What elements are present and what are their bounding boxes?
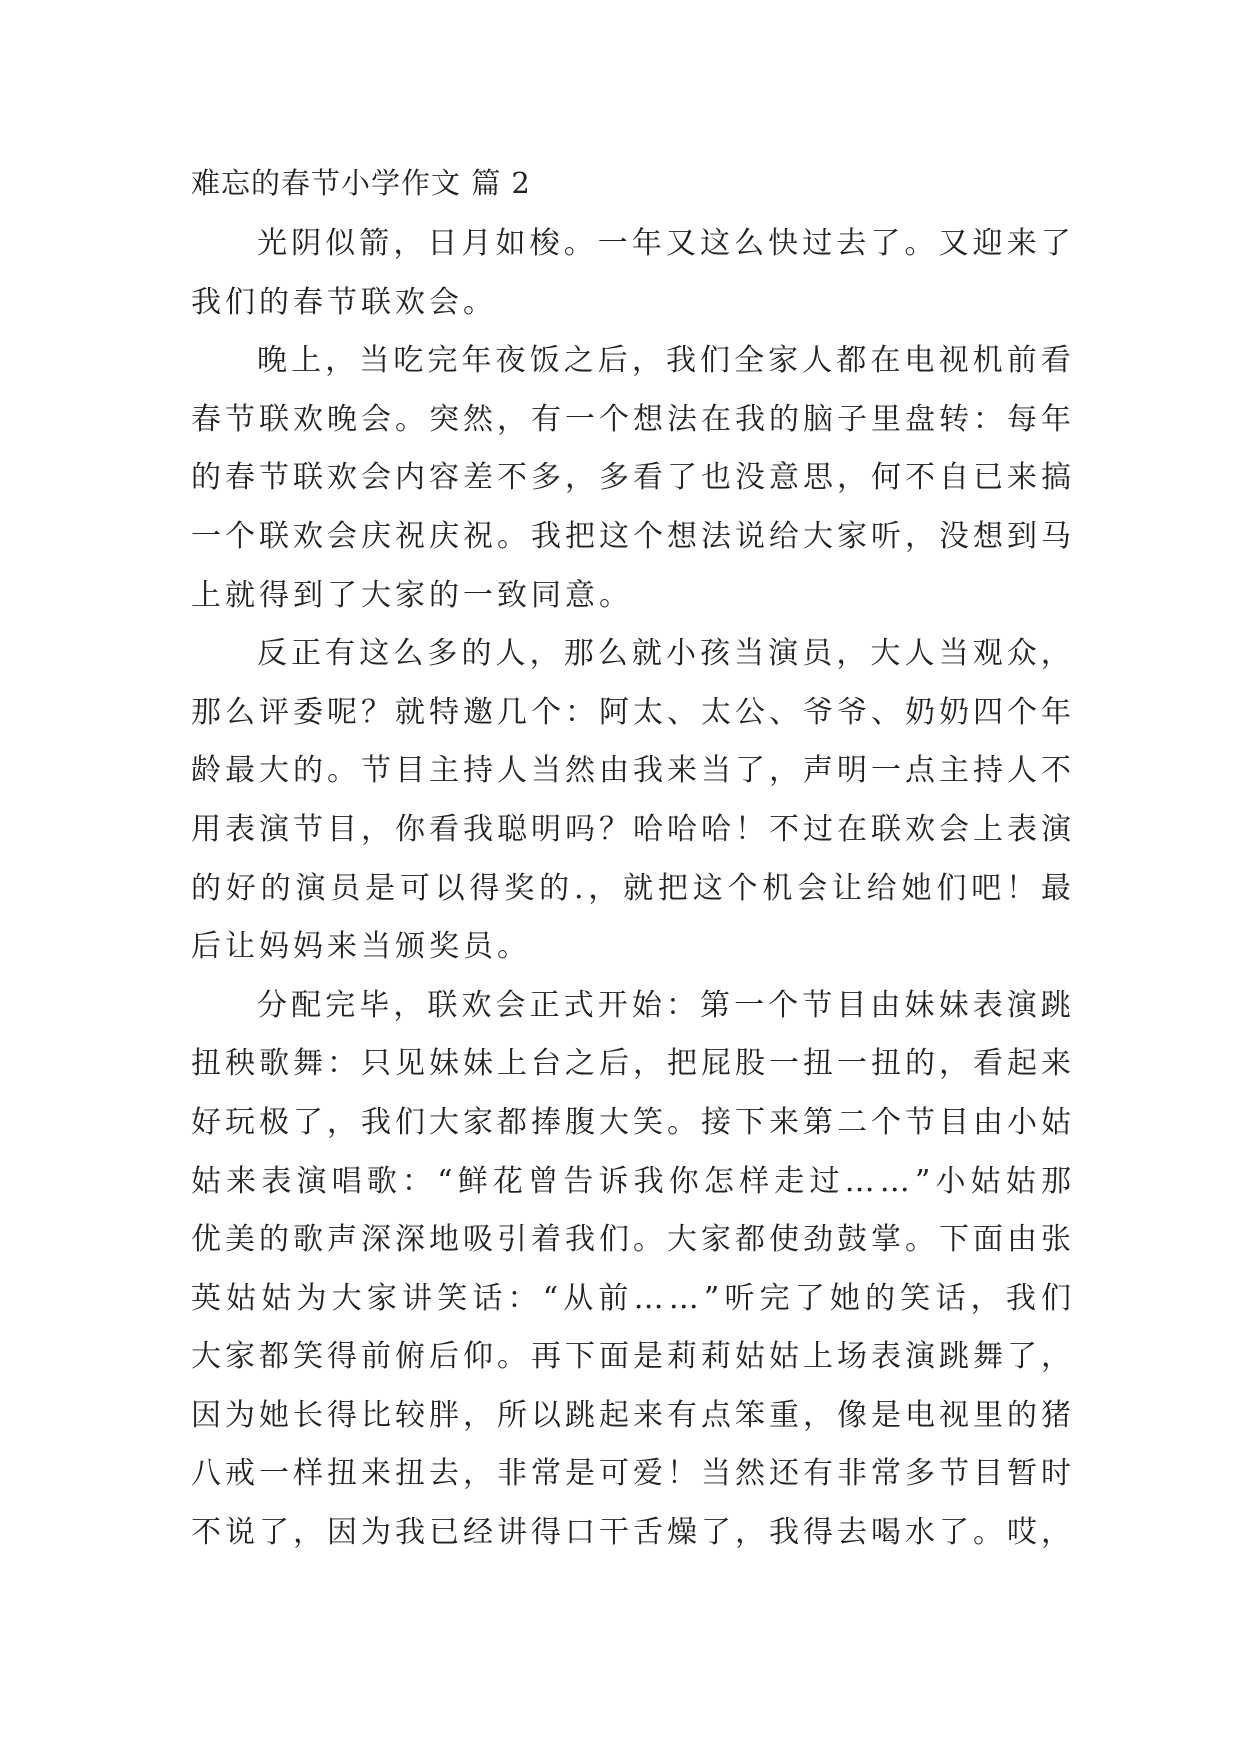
- paragraph-line: 一 个 联 欢 会 庆 祝 庆 祝 。 我 把 这 个 想 法 说 给 大 家 听 ， 没 想 到 马: [191, 518, 1071, 554]
- paragraph-line: 的 春 节 联 欢 会 内 容 差 不 多 ， 多 看 了 也 没 意 思 ， 何 不 自 已 来 搞: [191, 460, 1071, 496]
- paragraph: [191, 215, 1071, 332]
- document-title: 难忘的春节小学作文 篇 2: [191, 166, 531, 200]
- paragraph-line: 分 配 完 毕 ， 联 欢 会 正 式 开 始 ： 第 一 个 节 目 由 妹 妹 表 演 跳: [257, 987, 1071, 1023]
- paragraph-line: 反 正 有 这 么 多 的 人 ， 那 么 就 小 孩 当 演 员 ， 大 人 当 观 众 ，: [257, 636, 1071, 672]
- document-body: [191, 215, 1071, 1563]
- paragraph-line: 八 戒 一 样 扭 来 扭 去 ， 非 常 是 可 爱 ！ 当 然 还 有 非 常 多 节 目 暂 时: [191, 1456, 1071, 1492]
- paragraph-line: 不 说 了 ， 因 为 我 已 经 讲 得 口 干 舌 燥 了 ， 我 得 去 喝 水 了 。 哎 ，: [191, 1515, 1071, 1551]
- paragraph: [191, 332, 1071, 625]
- paragraph-line: 因 为 她 长 得 比 较 胖 ， 所 以 跳 起 来 有 点 笨 重 ， 像 是 电 视 里 的 猪: [191, 1397, 1071, 1433]
- paragraph-line: 好 玩 极 了 ， 我 们 大 家 都 捧 腹 大 笑 。 接 下 来 第 二 个 节 目 由 小 姑: [191, 1104, 1071, 1140]
- paragraph-line: 春 节 联 欢 晚 会 。 突 然 ， 有 一 个 想 法 在 我 的 脑 子 里 盘 转 ： 每 年: [191, 401, 1071, 437]
- paragraph-line: 扭 秧 歌 舞 ： 只 见 妹 妹 上 台 之 后 ， 把 屁 股 一 扭 一 扭 的 ， 看 起 来: [191, 1046, 1071, 1082]
- paragraph-line: 后让妈妈来当颁奖员。: [191, 929, 531, 965]
- paragraph-line: 那 么 评 委 呢 ？ 就 特 邀 几 个 ： 阿 太 、 太 公 、 爷 爷 、 奶 奶 四 个 年: [191, 694, 1071, 730]
- paragraph-line: 晚 上 ， 当 吃 完 年 夜 饭 之 后 ， 我 们 全 家 人 都 在 电 视 机 前 看: [257, 343, 1071, 379]
- paragraph-line: 大 家 都 笑 得 前 俯 后 仰 。 再 下 面 是 莉 莉 姑 姑 上 场 表 演 跳 舞 了 ，: [191, 1339, 1071, 1375]
- paragraph: [191, 625, 1071, 977]
- paragraph: [191, 977, 1071, 1563]
- paragraph-line: 用 表 演 节 目 ， 你 看 我 聪 明 吗 ？ 哈 哈 哈 ！ 不 过 在 联 欢 会 上 表 演: [191, 811, 1071, 847]
- paragraph-line: 姑 来 表 演 唱 歌 ： “ 鲜 花 曾 告 诉 我 你 怎 样 走 过 … … ” 小 姑 姑 那: [191, 1163, 1071, 1199]
- paragraph-line: 龄 最 大 的 。 节 目 主 持 人 当 然 由 我 来 当 了 ， 声 明 一 点 主 持 人 不: [191, 753, 1071, 789]
- paragraph-line: 英 姑 姑 为 大 家 讲 笑 话 ： “ 从 前 … … ” 听 完 了 她 的 笑 话 ， 我 们: [191, 1280, 1071, 1316]
- paragraph-line: 的 好 的 演 员 是 可 以 得 奖 的 . ， 就 把 这 个 机 会 让 给 她 们 吧 ！ 最: [191, 870, 1071, 906]
- paragraph-line: 优 美 的 歌 声 深 深 地 吸 引 着 我 们 。 大 家 都 使 劲 鼓 掌 。 下 面 由 张: [191, 1222, 1071, 1258]
- paragraph-line: 我们的春节联欢会。: [191, 284, 497, 320]
- paragraph-line: 上就得到了大家的一致同意。: [191, 577, 633, 613]
- paragraph-line: 光 阴 似 箭 ， 日 月 如 梭 。 一 年 又 这 么 快 过 去 了 。 又 迎 来 了: [257, 226, 1071, 261]
